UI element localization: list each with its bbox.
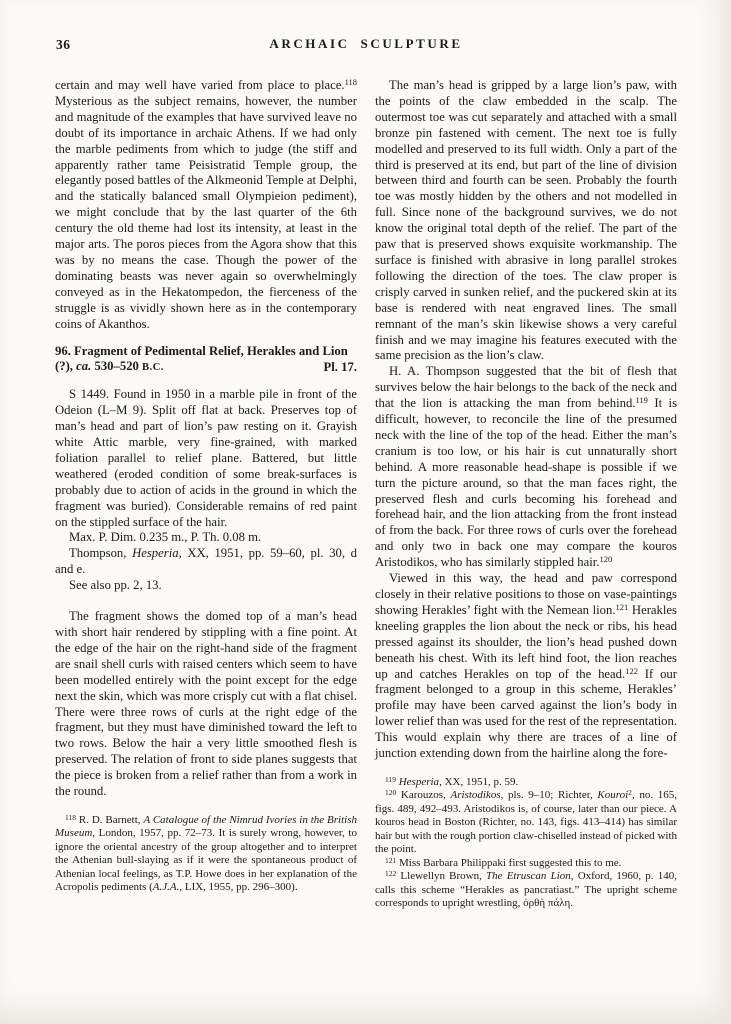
text-run: R. D. Barnett, [75,813,144,826]
text-run: The fragment shows the domed top of a man’s head with short hair rendered by stippling with a fine point. At the edge of the hair on the right-hand side of the fragment are snail shell curls with raised centers which seem to have been modelled entirely with the point except for the edge next the skin, which was more crisply cut with a flat chisel. There were three rows of curls at the right edge of the fragment, but they must have diminished toward the left to two rows. Below the hair a very little smoothed flesh is preserved. The relation of front to side planes suggests that the piece is broken from a relief rather than from a work in the round. [55,609,357,799]
footnote [375,789,677,857]
text-run: , Oxford, 1960, p. 140, calls this scheme “Herakles as pancratiast.” The upright scheme corresponds to upright wrestling, ὀρθὴ πάλη. [375,870,677,910]
text-run: A.J.A. [152,881,180,894]
text-run: Viewed in this way, the head and paw correspond closely in their relative positions to those on vase-paintings showing Herakles’ fight with the Nemean lion. [375,571,677,617]
text-run: Hesperia [398,775,440,788]
running-title: ARCHAIC SCULPTURE [269,36,463,51]
text-run: H. A. Thompson suggested that the bit of flesh that survives below the hair belongs to the back of the neck and that the lion is attacking the man from behind. [375,364,677,411]
text-run: A Catalogue of the Nimrud Ivories in the British Museum [55,813,357,840]
text-run: If our fragment belonged to a group in this scheme, Herakles’ profile may have been carved against the lion’s body in lower relief than was used for the rest of the representation. This would explain why there are traces of a line of junction extending down from the hairline along the fore- [375,666,677,761]
paragraph [55,609,357,800]
footnote [55,814,357,895]
plate-reference: Pl. 17. [323,360,357,375]
footnote [375,870,677,911]
text-columns [55,78,677,911]
text-run: certain and may well have varied from place to place. [55,78,345,92]
text-run: Karouzos, [396,789,451,802]
paragraph [55,546,357,578]
footnote-ref: 120 [385,788,397,798]
text-run: The Etruscan Lion [486,870,571,883]
catalogue-entry-heading [55,344,357,377]
text-run: ca. [76,359,92,374]
text-run: Max. P. Dim. 0.235 m., P. Th. 0.08 m. [69,530,262,545]
right-column [375,78,677,911]
left-column [55,78,357,911]
text-run: S 1449. Found in 1950 in a marble pile in front of the Odeion (L–M 9). Split off flat at back. Preserves top of man’s head and part of lion’s paw resting on it. Grayish white Attic marble, very fine-grained, with marked foliation parallel to relief plane. Battered, but little weathered (eroded condition of some break-surfaces is probably due to action of acids in the ground in which the fragment was buried). Considerable remains of red paint on the stippled surface of the hair. [55,387,357,529]
page-number: 36 [56,37,71,52]
footnote-ref: 122 [625,665,638,676]
footnote-ref: 120 [599,554,613,565]
paragraph [55,78,357,333]
footnote-ref: 2 [628,788,632,798]
footnote-ref: 118 [344,77,357,87]
text-run: The man’s head is gripped by a large lion’s paw, with the points of the claw embedded in the scalp. The outermost toe was cut separately and attached with a small bronze pin fastened with cement. The next toe is fully modelled and preserved to its full width. Only a part of the third is preserved at its end, but part of the line of division between third and fourth can be seen. Probably the fourth toe was mostly hidden by the others and not modelled in full. Since none of the background survives, we do not know the original total depth of the relief. The part of the paw that is preserved shows exquisite workmanship. The surface is finished with abrasive in long parallel strokes following the direction of the toes. The claw proper is crisply carved in sunken relief, and the puckered skin at its base is rendered with neat engraved lines. The small remnant of the man’s skin likewise shows a very careful finish and we may imagine his features executed with the same precision as the lion’s claw. [375,78,677,363]
footnote [375,857,677,871]
text-run: Miss Barbara Philippaki first suggested this to me. [396,856,622,869]
text-run: B.C. [142,362,164,374]
paragraph [55,578,357,594]
text-run: Kouroi [597,789,629,802]
text-run: Herakles kneeling grapples the lion about the neck or ribs, his head pressed against its shoulder, the lion’s head pushed down beneath his chest. With its left hind foot, the lion reaches up and catches Herakles on top of the head. [375,602,677,681]
text-run: Llewellyn Brown, [396,870,487,883]
footnote-ref: 121 [385,855,397,865]
paragraph [375,78,677,364]
text-run: 530–520 [91,359,143,374]
footnote-ref: 121 [615,601,629,612]
page-header [55,36,677,54]
text-run: Thompson, [69,546,133,561]
paragraph [55,530,357,546]
footnotes-section [55,814,357,895]
text-run: , London, 1957, pp. 72–73. It is surely wrong, however, to ignore the oriental ancestry of the group altogether and to interpret the Athenian bull-slaying as if it were the spontaneous product of Athenian local feelings, as T.P. Howe does in her explanation of the Acropolis pediments ( [55,827,357,894]
footnote-ref: 119 [635,395,648,406]
text-run: Mysterious as the subject remains, however, the number and magnitude of the examples that have survived leave no doubt of its importance in archaic Athens. If we had only the marble pediments from which to judge (the stiff and apparently rather tame Peisistratid Temple group, the elegantly posed battles of the Alkmeonid Temple at Delphi, and the statically balanced small Olympieion pediment), we might conclude that by the last quarter of the 6th century the old theme had lost its intensity, at least in the major arts. The poros pieces from the Agora show that this was by no means the case. Though the power of the dominating beasts was never again so overwhelmingly conveyed as in the Hekatompedon, the fierceness of the struggle is as vividly shown here as in the contemporary coins of Akanthos. [55,93,357,331]
text-run: , pls. 9–10; Richter, [500,789,598,802]
text-run: 96. Fragment of Pedimental Relief, Herakles and Lion (?), [55,343,348,374]
text-run: Hesperia [132,546,179,561]
text-run: See also pp. 2, 13. [69,578,162,593]
text-run: Aristodikos [450,789,501,802]
footnote-ref: 122 [385,869,397,879]
footnote-ref: 118 [65,812,76,822]
text-run: , XX, 1951, pp. 59–60, pl. 30, d and e. [55,546,357,577]
footnotes-section [375,776,677,911]
text-run: It is difficult, however, to reconcile the line of the presumed neck with the line of the top of the head. Either the man’s cranium is too low, or his hair is cut unnaturally short behind. A more reasonable head-shape is possible if we turn the picture around, so that the man faces right, the preserved flesh and curls becoming his forehead and forehead hair, and the lion attacking from the front instead of from the back. For three rows of curls over the forehead and only two in back one may compare the kouros Aristodikos, who has similarly stippled hair. [375,396,678,570]
text-run: , LIX, 1955, pp. 296–300). [179,881,298,894]
footnote-ref: 119 [385,774,396,784]
paragraph [375,364,677,571]
text-run: , no. 165, figs. 489, 492–493. Aristodikos is, of course, later than our piece. A kouros head in Boston (Richter, no. 143, figs. 413–414) has similar hair but with the rough portion claw-chiselled instead of picked with the point. [375,789,677,856]
text-run: , XX, 1951, p. 59. [439,775,519,788]
paragraph [55,387,357,530]
paragraph [375,571,677,762]
